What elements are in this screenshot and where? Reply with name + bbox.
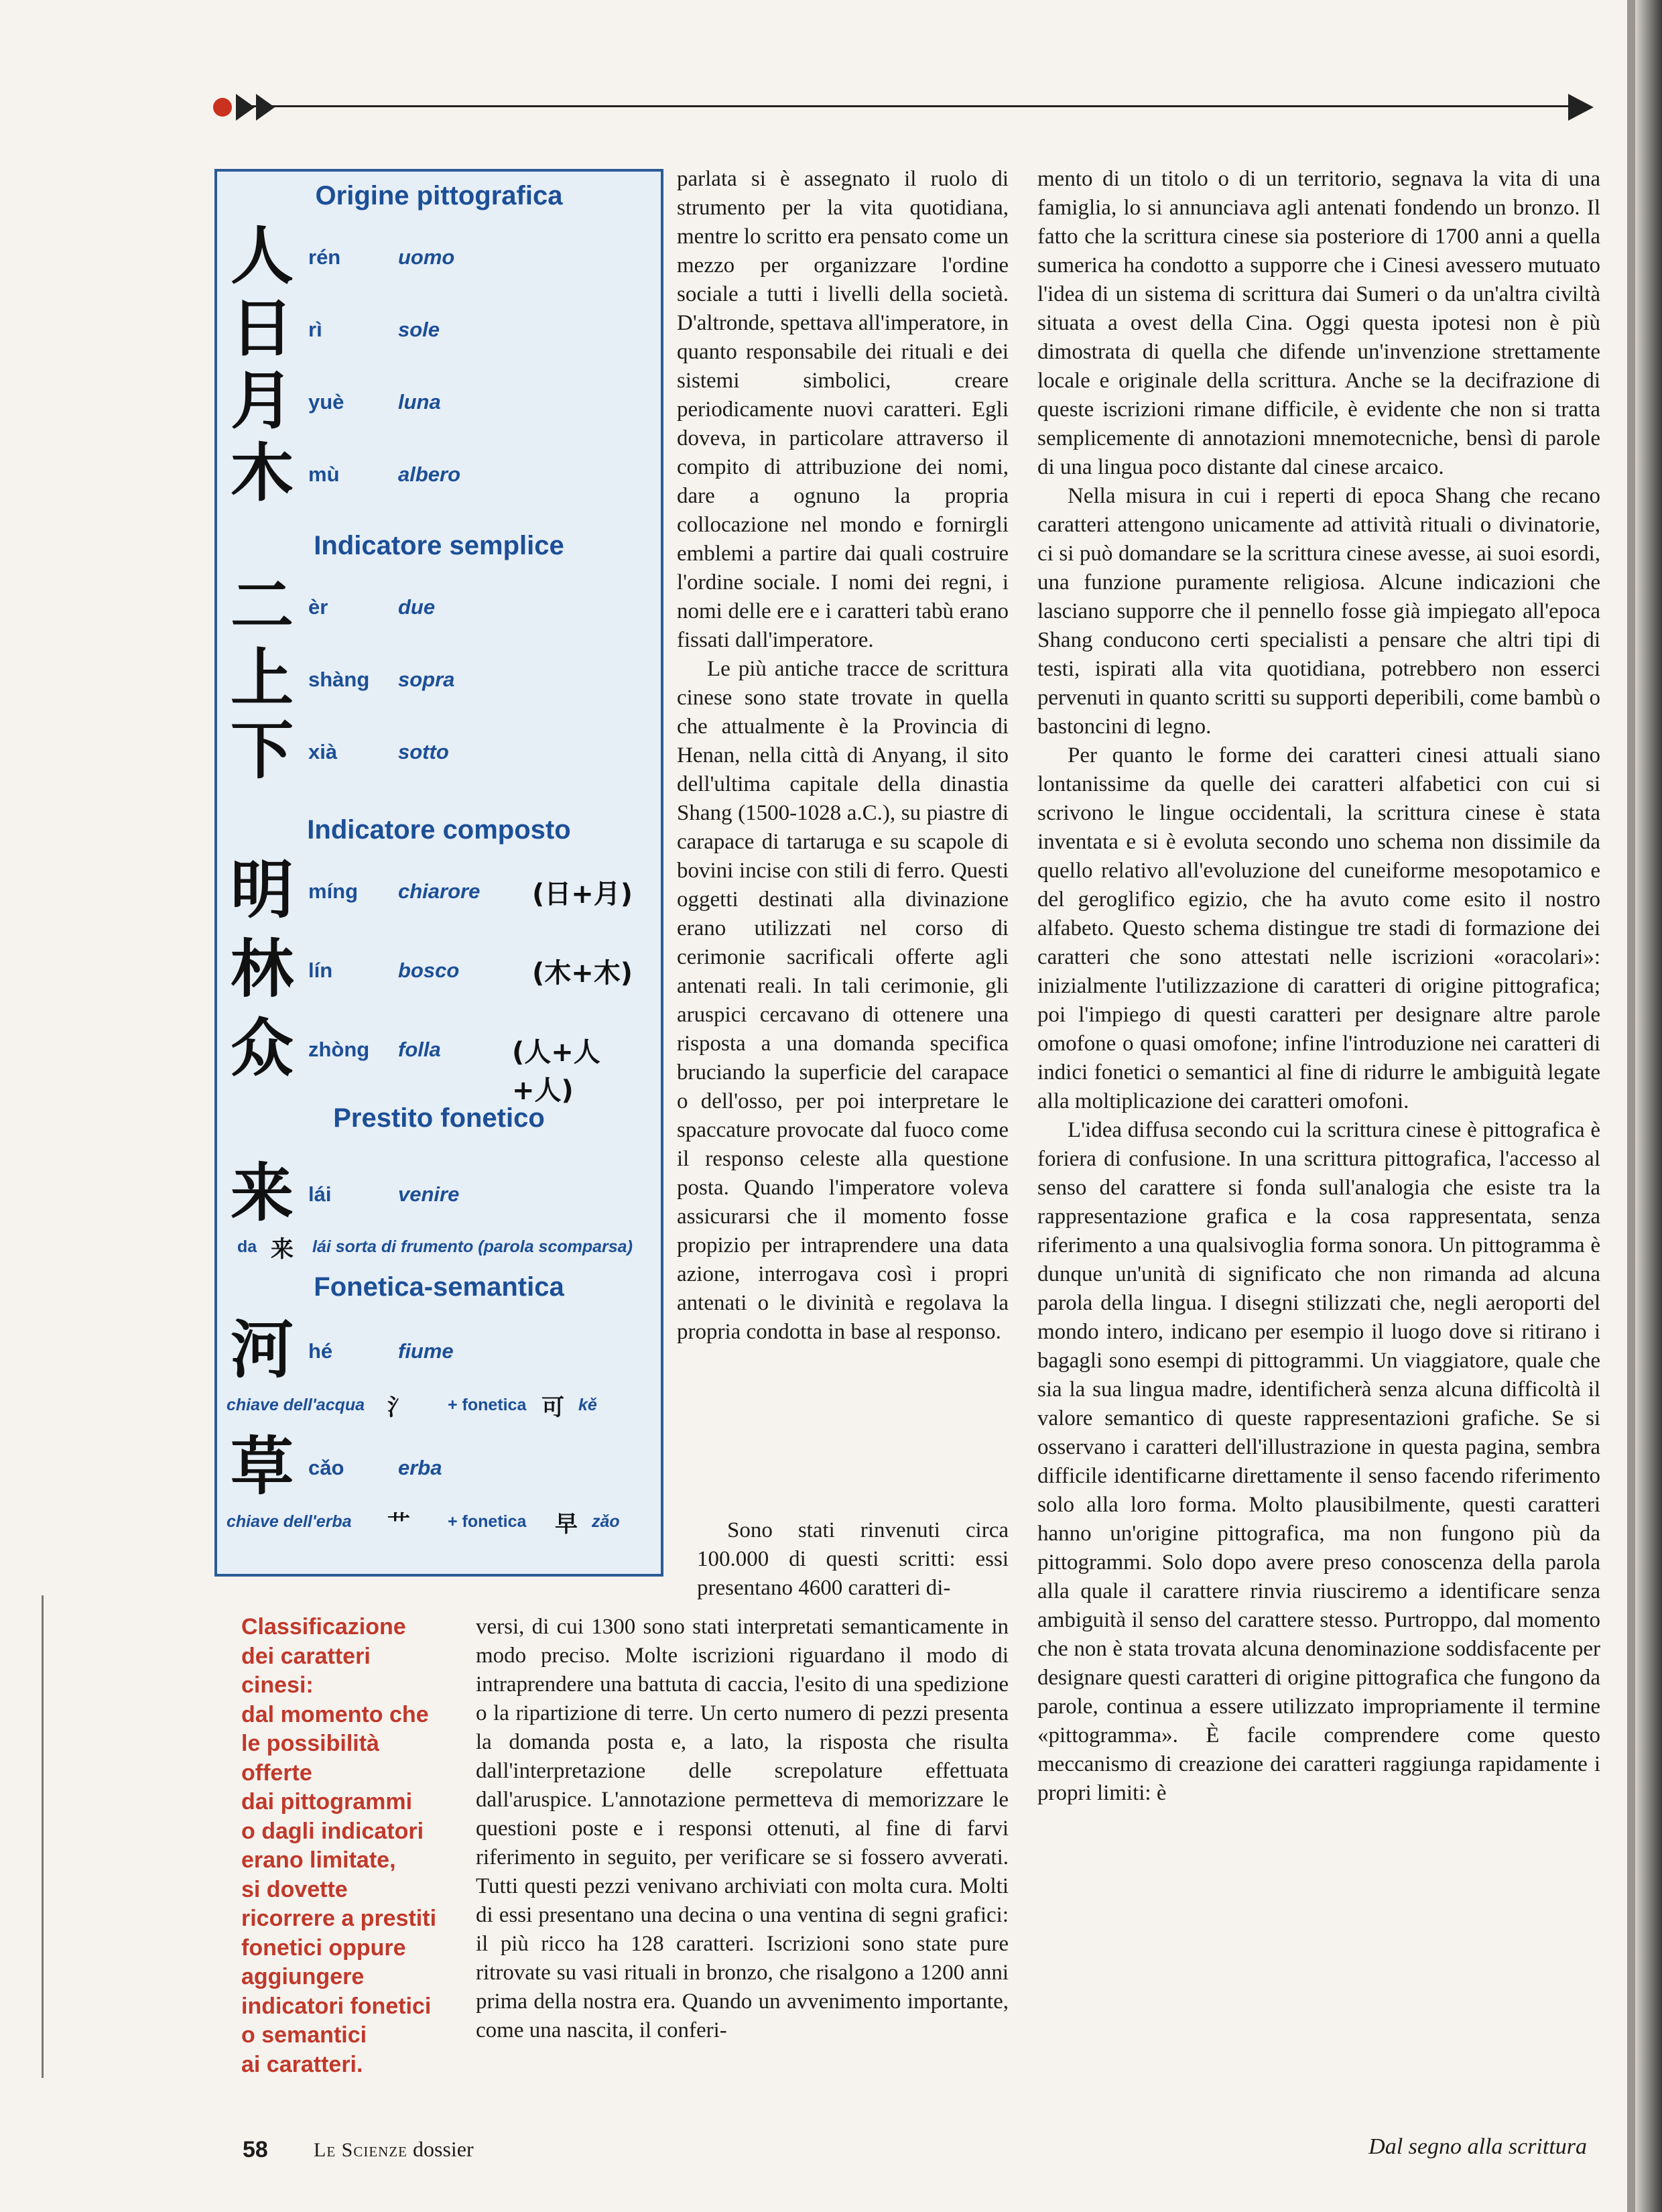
paragraph: Per quanto le forme dei caratteri cinesi attuali siano lontanissime da quelle dei caratteri alfabetici con cui si scrivono le lingue occidentali, la scrittura cinese è stata inventata e si è evoluta secondo uno schema non dissimile da quello relativo all'evoluzione del cuneiforme mesopotamico e del geroglifico egizio, che ha avuto come esito il nostro alfabeto. Questo schema distingue tre stadi di formazione dei caratteri che sono attestati nelle iscrizioni «oracolari»: inizialmente l'utilizzazione di caratteri di origine pittografica; poi l'impiego di questi caratteri per designare altre parole omofone o quasi omofone; infine l'introduzione nei caratteri di indici fonetici o semantici al fine di ridurre le ambiguità legate alla moltiplicazione dei caratteri omofoni. bbox=[1037, 743, 1600, 1113]
hanzi: 来 bbox=[231, 1157, 294, 1230]
paragraph: L'idea diffusa secondo cui la scrittura cinese è pittografica è foriera di confusione. In una scrittura pittografica, l'accesso al senso del carattere si fonda sull'analogia che esiste tra la rappresentazione grafica e la cosa rappresentata, senza riferimento a una qualsivoglia forma sonora. Un pittogramma è dunque un'unità di significato che non rimanda ad alcuna parola della lingua. I disegni stilizzati che, negli aeroporti del mondo intero, indicano per esempio il luogo dove si ritirano i bagagli sono esempi di pittogrammi. Un viaggiatore, quale che sia la sua lingua madre, identificherà senza alcuna difficoltà il valore semantico di queste rappresentazioni grafiche. Se si osservano i caratteri dell'illustrazione in questa pagina, sembra difficile identificarne direttamente il senso facendo riferimento solo alla loro forma. Molto plausibilmente, questi caratteri hanno un'origine pittografica, ma non fungono più da pittogrammi. Solo dopo avere preso conoscenza della parola alla quale il carattere rinvia riusciremo a identificare senza ambiguità il senso del carattere stesso. Purtroppo, dal momento che non è stata trovata alcuna denominazione soddisfacente per designare questi caratteri di origine pittografica che fungono da parole, continua a essere utilizzato impropriamente il termine «pittogramma». È facile comprendere come questo meccanismo di creazione dei caratteri raggiunga rapidamente i propri limiti: è bbox=[1037, 1118, 1600, 1805]
character-row bbox=[217, 220, 661, 294]
meaning: albero bbox=[398, 463, 461, 486]
paragraph: parlata si è assegnato il ruolo di strumento per la vita quotidiana, mentre lo scritto era pensato come un mezzo per organizzare l'ordine sociale a tutti i livelli della società. D'altronde, spettava all'imperatore, in quanto responsabile dei rituali e dei sistemi simbolici, creare periodicamente nuovi caratteri. Egli doveva, in particolare attraverso il compito di attribuzione dei nomi, dare a ognuno la propria collocazione nel mondo e fornirgli emblemi a partire dai quali costruire l'ordine sociale. I nomi dei regni, i nomi delle ere e i caratteri tabù erano fissati dall'imperatore. bbox=[677, 167, 1009, 652]
hanzi: 人 bbox=[231, 220, 294, 293]
figure-caption bbox=[241, 1613, 449, 2079]
plus-phonetic: + fonetica bbox=[448, 1396, 527, 1414]
pinyin: míng bbox=[308, 879, 359, 903]
pinyin: mù bbox=[308, 463, 340, 486]
text-column-2 bbox=[1037, 165, 1600, 2109]
composition: (木+木) bbox=[532, 958, 633, 989]
plus-phonetic: + fonetica bbox=[448, 1512, 527, 1531]
composition: (日+月) bbox=[532, 879, 633, 910]
arrow-end-ornament bbox=[1568, 94, 1594, 121]
character-row bbox=[217, 1012, 661, 1106]
running-title: Dal segno alla scrittura bbox=[1368, 2134, 1587, 2159]
caption-line: Classificazione bbox=[241, 1614, 406, 1640]
page-number: 58 bbox=[243, 2137, 268, 2162]
character-row bbox=[217, 1430, 661, 1504]
character-row bbox=[217, 365, 661, 438]
character-row bbox=[217, 570, 661, 643]
paragraph: Sono stati rinvenuti circa 100.000 di questi scritti: essi presentano 4600 caratteri di- bbox=[697, 1518, 1009, 1600]
caption-line: le possibilità bbox=[241, 1731, 379, 1756]
character-row bbox=[217, 437, 661, 511]
character-row bbox=[217, 1314, 661, 1388]
meaning: sotto bbox=[398, 740, 449, 763]
caption-line: o semantici bbox=[241, 2022, 367, 2048]
header-rule bbox=[241, 105, 1575, 107]
phonetic-pinyin: zǎo bbox=[592, 1512, 620, 1531]
caption-line: indicatori fonetici bbox=[241, 1993, 432, 2019]
radical-note bbox=[227, 1389, 642, 1422]
caption-line: aggiungere bbox=[241, 1964, 365, 1989]
caption-line: cinesi: bbox=[241, 1672, 314, 1698]
radical-key: chiave dell'erba bbox=[227, 1512, 352, 1531]
hanzi: 明 bbox=[231, 854, 294, 927]
characters-sidebar bbox=[214, 169, 663, 1577]
character-row bbox=[217, 933, 661, 1007]
character-row bbox=[217, 715, 661, 788]
meaning: bosco bbox=[398, 959, 460, 982]
paragraph: Nella misura in cui i reperti di epoca Shang che recano caratteri attengono unicamente ad attività rituali o divinatorie, ci si può domandare se la scrittura cinese avesse, ai suoi esordi, una funzione puramente religiosa. Alcune indicazioni che lasciano supporre che il pennello fosse già impiegato all'epoca Shang conducono certi specialisti a pensare che altri tipi di testi, ispirati alla vita quotidiana, potrebbero non esserci pervenuti in quanto scritti su supporti deperibili, come bambù o bastoncini di legno. bbox=[1037, 484, 1600, 739]
hanzi: 众 bbox=[231, 1012, 294, 1085]
pinyin: yuè bbox=[308, 390, 344, 414]
pinyin: èr bbox=[308, 595, 328, 619]
phonetic-pinyin: kě bbox=[578, 1396, 597, 1414]
caption-line: ai caratteri. bbox=[241, 2051, 363, 2077]
caption-line: dei caratteri bbox=[241, 1643, 371, 1669]
phonetic-loan-note bbox=[237, 1231, 653, 1264]
hanzi: 日 bbox=[231, 292, 294, 365]
pinyin: rì bbox=[308, 318, 322, 341]
caption-line: ricorrere a prestiti bbox=[241, 1906, 437, 1931]
text-column-1-continuation bbox=[697, 1516, 1009, 1603]
da-label: da bbox=[237, 1237, 257, 1256]
pinyin: lái bbox=[308, 1182, 332, 1206]
meaning: folla bbox=[398, 1038, 441, 1061]
hanzi: 二 bbox=[231, 570, 294, 643]
hanzi: 下 bbox=[231, 715, 294, 788]
pinyin: cǎo bbox=[308, 1456, 344, 1479]
pinyin: zhòng bbox=[308, 1038, 370, 1061]
meaning: due bbox=[398, 595, 436, 619]
meaning: erba bbox=[398, 1456, 442, 1479]
radical-glyph: 氵 bbox=[387, 1395, 410, 1420]
text-column-1 bbox=[677, 165, 1009, 1506]
pinyin: rén bbox=[308, 245, 341, 269]
pinyin: hé bbox=[308, 1339, 333, 1363]
section-title: Origine pittografica bbox=[315, 181, 563, 210]
meaning: sole bbox=[398, 318, 440, 341]
section-title: Indicatore composto bbox=[307, 815, 571, 845]
arrow-ornament bbox=[256, 94, 275, 121]
radical-glyph: 艹 bbox=[387, 1512, 410, 1537]
meaning: uomo bbox=[398, 245, 455, 269]
character-row bbox=[217, 642, 661, 716]
radical-note bbox=[227, 1506, 642, 1539]
section-title: Indicatore semplice bbox=[314, 531, 564, 560]
margin-line bbox=[42, 1595, 44, 2078]
paragraph: mento di un titolo o di un territorio, segnava la vita di una famiglia, lo si annunciava agli antenati fondendo un bronzo. Il fatto che la scrittura cinese sia posteriore di 1700 anni a quella sumerica ha condotto a supporre che i Cinesi avessero mutuato l'idea di un sistema di scrittura dai Sumeri o da un'altra civiltà situata a ovest della Cina. Oggi questa ipotesi non è più dimostrata di quella che difende un'invenzione strettamente locale e originale della scrittura. Anche se la decifrazione di queste iscrizioni rimane difficile, è evidente che non si tratta semplicemente di annotazioni mnemotecniche, bensì di parole di una lingua poco distante dal cinese arcaico. bbox=[1037, 167, 1600, 479]
caption-line: erano limitate, bbox=[241, 1847, 396, 1873]
page-shadow bbox=[1627, 0, 1635, 2212]
publication-series: dossier bbox=[413, 2137, 474, 2161]
text-column-1-wide bbox=[476, 1613, 1009, 2045]
pinyin: xià bbox=[308, 740, 338, 763]
hanzi: 月 bbox=[231, 365, 294, 438]
caption-line: dai pittogrammi bbox=[241, 1789, 413, 1815]
page-edge bbox=[1635, 0, 1662, 2212]
hanzi-small: 来 bbox=[271, 1237, 294, 1262]
radical-key: chiave dell'acqua bbox=[227, 1396, 365, 1414]
red-dot-ornament bbox=[213, 98, 232, 117]
paragraph: Le più antiche tracce de scrittura cinese sono state trovate in quella che attualmente è la Provincia di Henan, nella città di Anyang, il sito dell'ultima capitale della dinastia Shang (1500-1028 a.C.), su piastre di carapace di tartaruga e su scapole di bovini incise con stili di ferro. Questi oggetti destinati alla divinazione erano utilizzati nel corso di cerimonie sacrificali offerte agli antenati reali. In tali cerimonie, gli aruspici cercavano di ottenere una risposta a una domanda specifica bruciando la superficie del carapace o dell'osso, per poi interpretare le spaccature provocate dal fuoco come il responso celeste alla questione posta. Quando l'imperatore voleva assicurarsi che il momento fosse propizio per intraprendere una data azione, interrogava così i propri antenati o le divinità e regolava la propria condotta in base al responso. bbox=[677, 657, 1009, 1344]
meaning: venire bbox=[398, 1182, 460, 1206]
phonetic-glyph: 可 bbox=[541, 1395, 564, 1420]
section-title: Fonetica-semantica bbox=[314, 1272, 564, 1302]
publication-title: Le Scienze bbox=[314, 2139, 407, 2161]
section-title: Prestito fonetico bbox=[333, 1103, 545, 1133]
character-row bbox=[217, 292, 661, 366]
paragraph: versi, di cui 1300 sono stati interpretati semanticamente in modo preciso. Molte iscrizioni riguardano il modo di intraprendere una battuta di caccia, l'esito di una spedizione o la ripartizione di terre. Un certo numero di pezzi presenta la domanda posta e, a lato, la risposta che risulta dall'interpretazione delle screpolature effettuata dall'aruspice. L'annotazione permetteva di memorizzare le questioni poste e i responsi ottenuti, al fine di farvi riferimento in seguito, per verificare se si fossero avverati. Tutti questi pezzi venivano archiviati con molta cura. Molti di essi presentano una decina o una ventina di segni grafici: il più ricco ha 128 caratteri. Iscrizioni sono state pure ritrovate su vasi rituali in bronzo, che risalgono a 1200 anni prima della nostra era. Quando un avvenimento importante, come una nascita, il conferi- bbox=[476, 1615, 1009, 2042]
character-row bbox=[217, 1157, 661, 1231]
meaning: fiume bbox=[398, 1339, 454, 1363]
phonetic-glyph: 早 bbox=[555, 1512, 578, 1537]
composition: (人+人+人) bbox=[512, 1037, 600, 1106]
pinyin: lín bbox=[308, 959, 333, 982]
pinyin: shàng bbox=[308, 668, 370, 691]
arrow-ornament bbox=[236, 94, 255, 121]
hanzi: 林 bbox=[231, 933, 294, 1006]
caption-line: si dovette bbox=[241, 1876, 348, 1902]
meaning: sopra bbox=[398, 668, 455, 691]
caption-line: o dagli indicatori bbox=[241, 1818, 424, 1844]
hanzi: 草 bbox=[231, 1430, 294, 1503]
publication-name bbox=[314, 2137, 474, 2162]
hanzi: 木 bbox=[231, 437, 294, 510]
loan-note-text: lái sorta di frumento (parola scomparsa) bbox=[312, 1237, 633, 1256]
hanzi: 河 bbox=[231, 1314, 294, 1387]
meaning: luna bbox=[398, 390, 441, 414]
caption-line: dal momento che bbox=[241, 1701, 429, 1727]
meaning: chiarore bbox=[398, 879, 481, 903]
caption-line: fonetici oppure bbox=[241, 1934, 406, 1961]
caption-line: offerte bbox=[241, 1760, 312, 1786]
character-row bbox=[217, 854, 661, 928]
hanzi: 上 bbox=[231, 642, 294, 715]
